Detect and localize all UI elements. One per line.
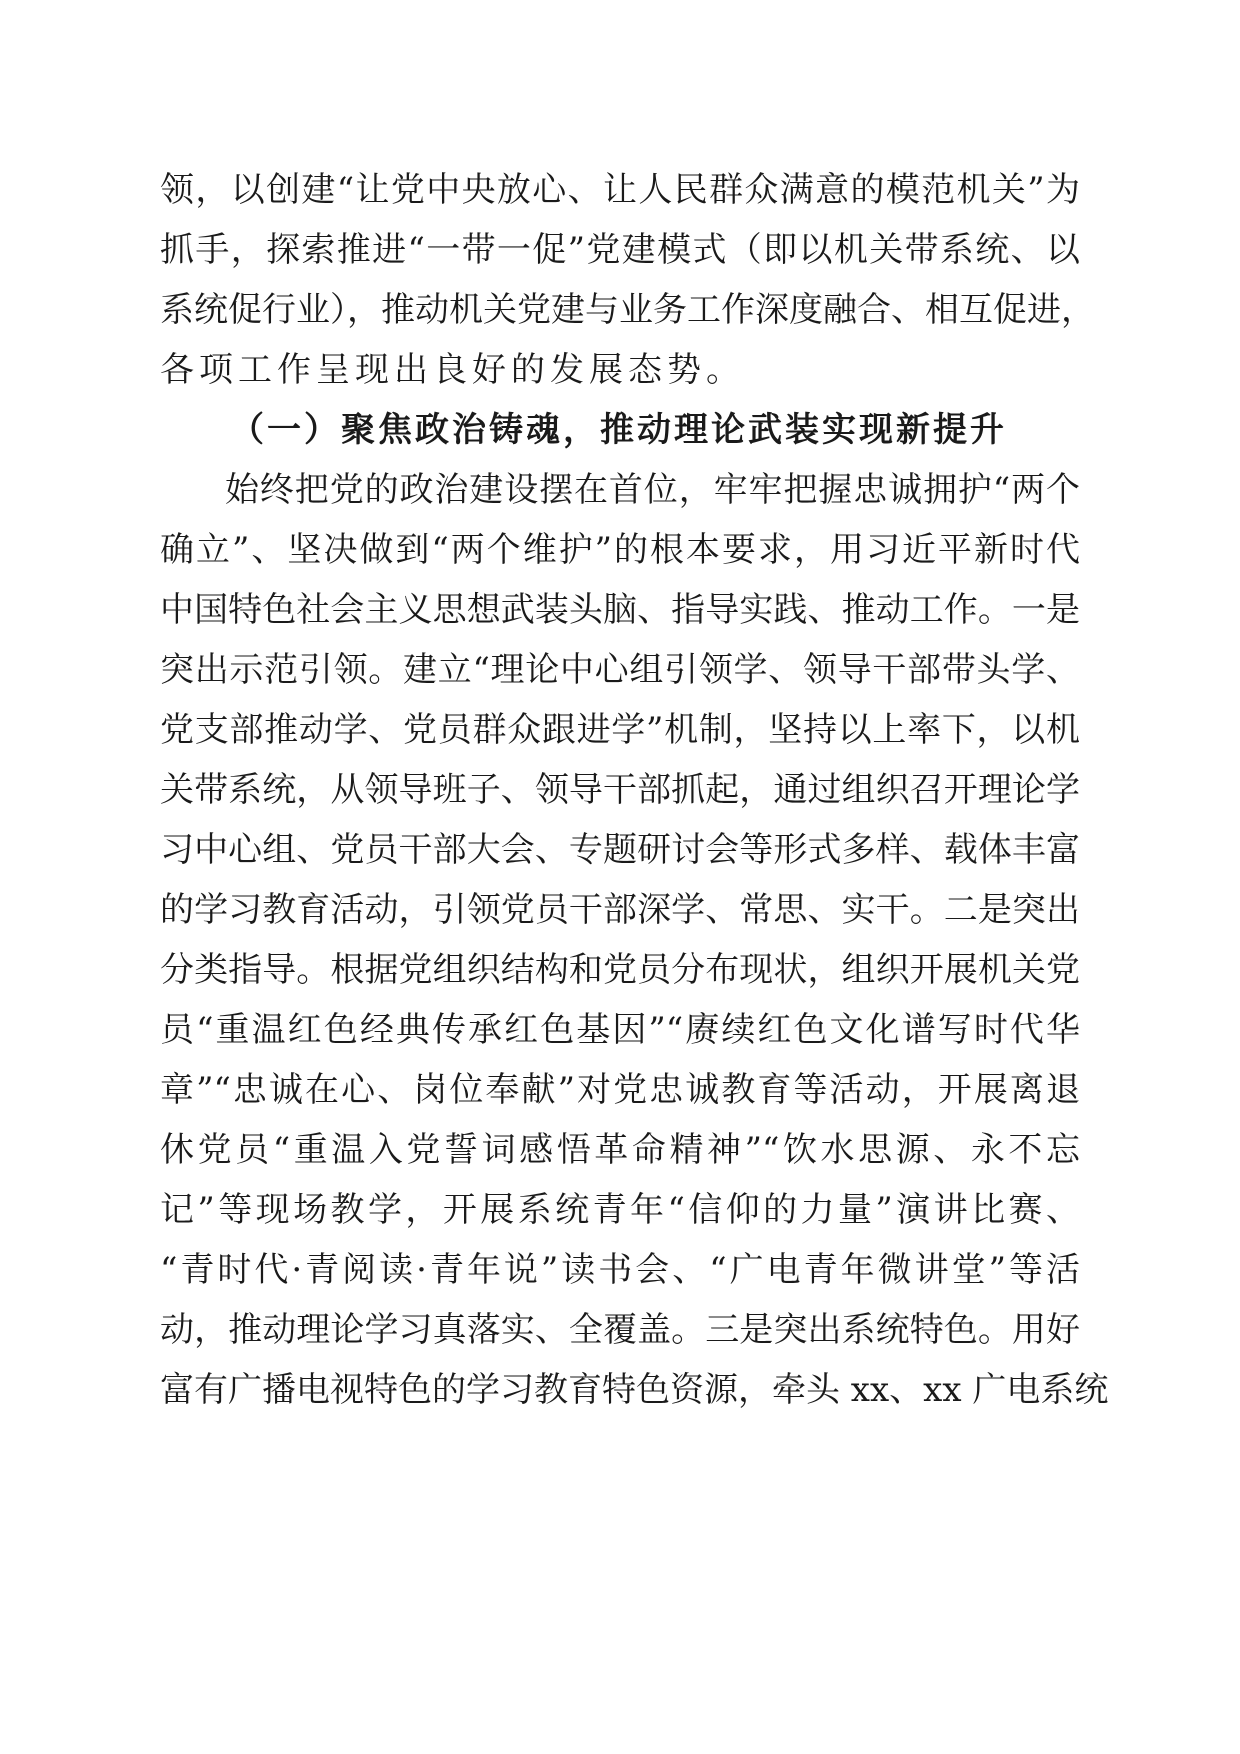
paragraph-line: 分类指导。根据党组织结构和党员分布现状，组织开展机关党 (160, 950, 1080, 990)
paragraph-line: “青时代·青阅读·青年说”读书会、“广电青年微讲堂”等活 (160, 1250, 1080, 1290)
paragraph-line: 突出示范引领。建立“理论中心组引领学、领导干部带头学、 (160, 650, 1080, 690)
paragraph-line: 关带系统，从领导班子、领导干部抓起，通过组织召开理论学 (160, 770, 1080, 810)
paragraph-line: 领，以创建“让党中央放心、让人民群众满意的模范机关”为 (160, 170, 1080, 210)
paragraph-line: 党支部推动学、党员群众跟进学”机制，坚持以上率下，以机 (160, 710, 1080, 750)
paragraph-line: 习中心组、党员干部大会、专题研讨会等形式多样、载体丰富 (160, 830, 1080, 870)
paragraph-line: 章”“忠诚在心、岗位奉献”对党忠诚教育等活动，开展离退 (160, 1070, 1080, 1110)
paragraph-line: 记”等现场教学，开展系统青年“信仰的力量”演讲比赛、 (160, 1190, 1080, 1230)
paragraph-line: 始终把党的政治建设摆在首位，牢牢把握忠诚拥护“两个 (225, 470, 1080, 510)
paragraph-line: 系统促行业），推动机关党建与业务工作深度融合、相互促进， (160, 290, 1095, 330)
paragraph-line: 抓手，探索推进“一带一促”党建模式（即以机关带系统、以 (160, 230, 1080, 270)
paragraph-line: 的学习教育活动，引领党员干部深学、常思、实干。二是突出 (160, 890, 1080, 930)
paragraph-line: 休党员“重温入党誓词感悟革命精神”“饮水思源、永不忘 (160, 1130, 1080, 1170)
paragraph-line: 确立”、坚决做到“两个维护”的根本要求，用习近平新时代 (160, 530, 1080, 570)
paragraph-line: 各项工作呈现出良好的发展态势。 (160, 350, 745, 390)
paragraph-line: 动，推动理论学习真落实、全覆盖。三是突出系统特色。用好 (160, 1310, 1080, 1350)
paragraph-line: 中国特色社会主义思想武装头脑、指导实践、推动工作。一是 (160, 590, 1080, 630)
section-heading: （一）聚焦政治铸魂，推动理论武装实现新提升 (230, 410, 1007, 450)
paragraph-line: 富有广播电视特色的学习教育特色资源，牵头 xx、xx 广电系统 (160, 1370, 1109, 1410)
paragraph-line: 员“重温红色经典传承红色基因”“赓续红色文化谱写时代华 (160, 1010, 1080, 1050)
